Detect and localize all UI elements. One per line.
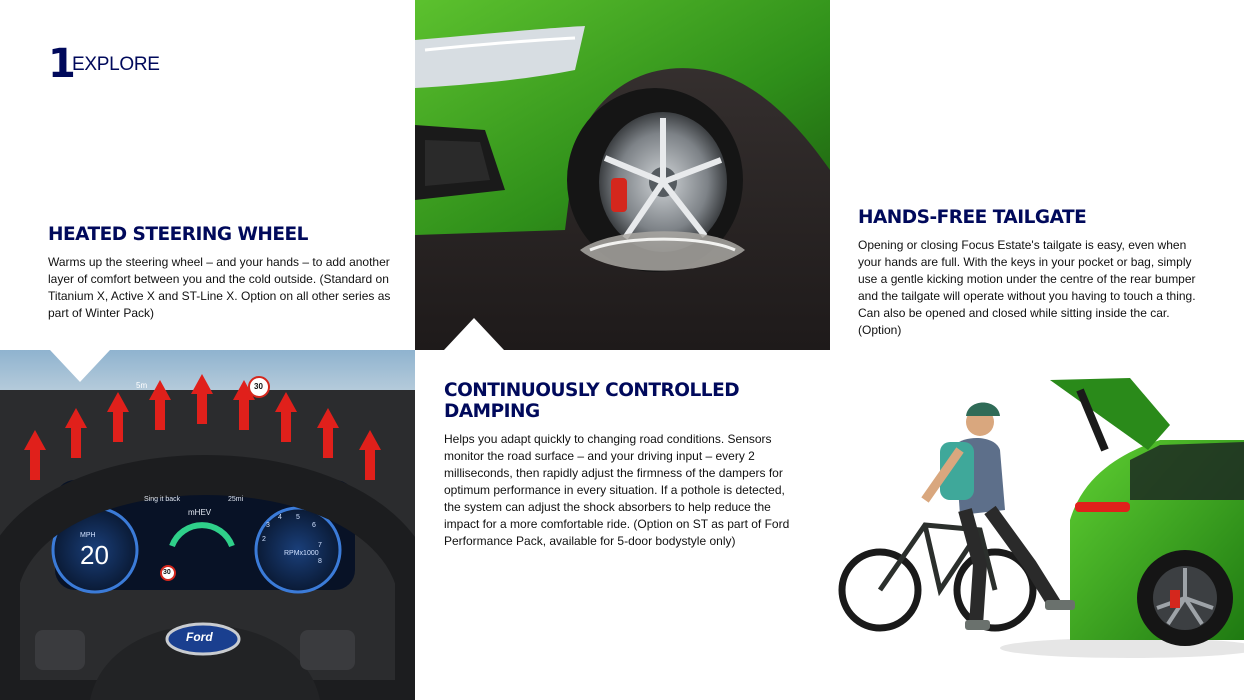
pothole-wheel-photo xyxy=(415,0,830,350)
tailgate-title: HANDS-FREE TAILGATE xyxy=(858,207,1087,228)
tach-ticks xyxy=(262,514,342,568)
cluster-rpm-label: RPMx1000 xyxy=(284,550,319,557)
cluster-range: 25mi xyxy=(228,496,244,503)
cluster-speed-limit: 30 xyxy=(163,569,171,576)
hud-speed-limit: 30 xyxy=(254,382,263,391)
steering-wheel-photo xyxy=(0,350,415,700)
tach-tick: 8 xyxy=(318,558,322,565)
tailgate-body: Opening or closing Focus Estate's tailgate is easy, even when your hands are full. With the keys in your pocket or bag, simply use a gentle kicking motion under the centre of the rear bumper and the tailgate will operate without you having to touch a thing. Can also be opened and closed while sitting inside the car. (Option) xyxy=(858,238,1196,337)
cluster-song: Sing it back xyxy=(144,496,181,503)
tach-tick: 7 xyxy=(318,542,322,549)
damping-body: Helps you adapt quickly to changing road conditions. Sensors monitor the road surface – and your driving input – every 2 milliseconds, then rapidly adjust the firmness of the dampers for optimum performance in every situation. If a pothole is detected, the system can adjust the shock absorbers to help reduce the impact for a more comfortable ride. (Option on ST as part of Ford Performance Pack, available for 5-door bodystyle only) xyxy=(444,432,790,548)
tach-tick: 6 xyxy=(312,522,316,529)
damping-block xyxy=(444,380,796,550)
cluster-speed-unit: MPH xyxy=(80,532,96,539)
tach-tick: 5 xyxy=(296,514,300,521)
photo-notch-top xyxy=(50,350,110,382)
hud-distance: 5m xyxy=(136,381,148,390)
heated-steering-block xyxy=(48,224,408,322)
cluster-mode: mHEV xyxy=(188,508,212,517)
tailgate-kick-photo xyxy=(830,350,1244,700)
section-label: EXPLORE xyxy=(72,54,160,75)
photo-notch xyxy=(444,318,504,350)
tach-tick: 3 xyxy=(266,522,270,529)
tach-tick: 4 xyxy=(278,514,282,521)
heated-steering-title: HEATED STEERING WHEEL xyxy=(48,224,308,245)
tach-tick: 2 xyxy=(262,536,266,543)
tailgate-block xyxy=(858,207,1198,339)
damping-title: CONTINUOUSLY CONTROLLED DAMPING xyxy=(444,380,740,422)
section-number: 1 xyxy=(48,41,76,87)
cluster-speed: 20 xyxy=(80,540,109,570)
ford-badge: Ford xyxy=(186,630,213,644)
heated-steering-body: Warms up the steering wheel – and your hands – to add another layer of comfort between you and the cold outside. (Standard on Titanium X, Active X and ST-Line X. Option on all other series as part of Winter Pack) xyxy=(48,255,391,320)
